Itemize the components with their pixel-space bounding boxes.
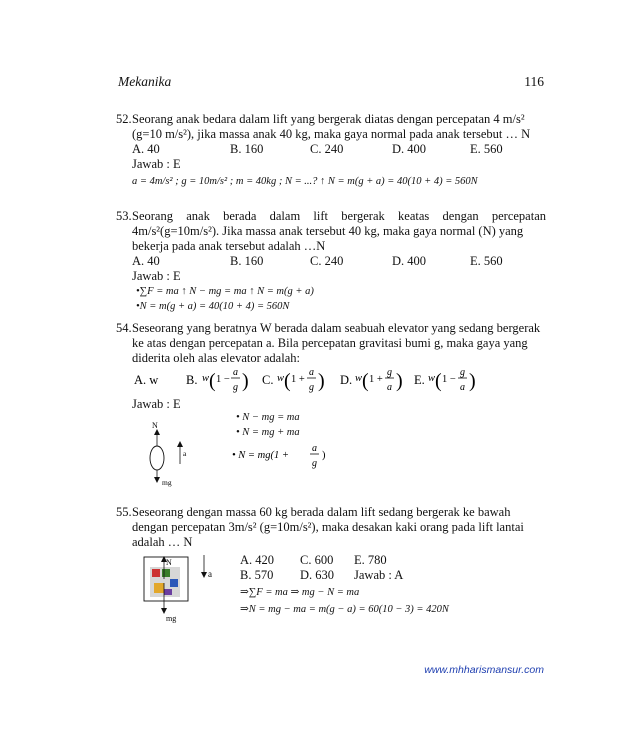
svg-text:): )	[322, 450, 326, 461]
question-text: (g=10 m/s²), jika massa anak 40 kg, maka gaya normal pada anak tersebut … N	[132, 127, 531, 141]
free-body-diagram	[140, 418, 200, 490]
website-link[interactable]: www.mhharismansur.com	[424, 664, 544, 676]
question-text: Seorang anak berada dalam lift bergerak keatas dengan percepatan	[132, 209, 546, 223]
question-number: 52.	[116, 112, 132, 126]
svg-text:): )	[469, 370, 476, 392]
svg-text:(: (	[209, 370, 216, 392]
solution-line: ⇒∑F = ma ⇒ mg − N = ma	[240, 587, 360, 598]
option-c	[262, 367, 325, 393]
svg-text:1 +: 1 +	[369, 374, 383, 385]
arrow-head-icon	[154, 477, 160, 483]
question-number: 53.	[116, 209, 132, 223]
page-number: 116	[524, 74, 544, 89]
option-e	[414, 367, 476, 393]
svg-text:g: g	[460, 367, 465, 378]
answer: Jawab : E	[132, 397, 181, 411]
svg-text:a: a	[233, 367, 238, 378]
svg-text:a: a	[387, 382, 392, 393]
question-text: bekerja pada anak tersebut adalah …N	[132, 239, 326, 253]
option-d	[340, 367, 403, 393]
answer: Jawab : E	[132, 157, 181, 171]
option-e: E. 560	[470, 254, 503, 268]
svg-text:w: w	[355, 373, 363, 384]
svg-text:D.: D.	[340, 373, 353, 387]
answer: Jawab : A	[354, 568, 404, 582]
svg-text:): )	[242, 370, 249, 392]
svg-text:w: w	[428, 373, 436, 384]
chapter-title: Mekanika	[118, 74, 172, 89]
option-b: B. 160	[230, 254, 264, 268]
option-b: B. 160	[230, 142, 264, 156]
question-text: 4m/s²(g=10m/s²). Jika massa anak tersebut 40 kg, maka gaya normal (N) yang	[132, 224, 524, 238]
q55-options	[240, 553, 449, 617]
question-text: adalah … N	[132, 535, 193, 549]
svg-text:(: (	[284, 370, 291, 392]
svg-text:a: a	[309, 367, 314, 378]
option-c: C. 240	[310, 254, 344, 268]
normal-force-label: N	[166, 558, 172, 567]
svg-text:a: a	[312, 443, 317, 454]
option-b: B. 570	[240, 568, 274, 582]
svg-text:1 +: 1 +	[291, 374, 305, 385]
q54-options	[130, 364, 530, 396]
question-text: ke atas dengan percepatan a. Bila percepatan gravitasi bumi g, maka gaya yang	[132, 336, 528, 350]
svg-text:w: w	[277, 373, 285, 384]
normal-force-label: N	[152, 421, 158, 430]
solution-line: •N = m(g + a) = 40(10 + 4) = 560N	[136, 301, 290, 312]
lift-diagram	[142, 553, 232, 623]
option-d: D. 630	[300, 568, 335, 582]
option-e: E. 560	[470, 142, 503, 156]
solution-line: • N = mg + ma	[236, 427, 300, 438]
options-row	[132, 254, 546, 269]
arrow-head-icon	[201, 572, 207, 578]
solution-formula: a = 4m/s² ; g = 10m/s² ; m = 40kg ; N = ...? ↑ N = m(g + a) = 40(10 + 4) = 560N	[132, 176, 478, 187]
solution-line: ⇒N = mg − ma = m(g − a) = 60(10 − 3) = 420N	[240, 604, 449, 615]
option-a: A. w	[134, 373, 159, 387]
question-text: dengan percepatan 3m/s² (g=10m/s²), maka desakan kaki orang pada lift lantai	[132, 520, 524, 534]
svg-text:g: g	[309, 382, 314, 393]
solution-line: •∑F = ma ↑ N − mg = ma ↑ N = m(g + a)	[136, 286, 314, 297]
acceleration-label: a	[208, 569, 212, 579]
svg-text:1 −: 1 −	[442, 374, 456, 385]
options-row	[132, 142, 546, 157]
svg-text:• N = mg(1 +: • N = mg(1 +	[232, 450, 289, 461]
body-ellipse	[150, 446, 164, 470]
svg-text:g: g	[312, 458, 317, 469]
arrow-head-icon	[177, 441, 183, 447]
svg-text:C.: C.	[262, 373, 274, 387]
option-c: C. 600	[300, 553, 334, 567]
option-e: E. 780	[354, 553, 387, 567]
question-52	[116, 112, 546, 189]
svg-text:B.: B.	[186, 373, 198, 387]
svg-text:w: w	[202, 373, 210, 384]
question-number: 55.	[116, 505, 132, 519]
option-b	[186, 367, 249, 393]
solution-line	[232, 440, 372, 472]
svg-text:): )	[396, 370, 403, 392]
option-a: A. 40	[132, 254, 160, 268]
question-text: Seorang anak bedara dalam lift yang bergerak diatas dengan percepatan 4 m/s²	[132, 112, 525, 126]
svg-text:(: (	[362, 370, 369, 392]
svg-text:): )	[318, 370, 325, 392]
svg-text:1 −: 1 −	[216, 374, 230, 385]
solution-line: • N − mg = ma	[236, 412, 300, 423]
svg-text:g: g	[233, 382, 238, 393]
question-text: Seseorang dengan massa 60 kg berada dalam lift sedang bergerak ke bawah	[132, 505, 511, 519]
acceleration-label: a	[183, 449, 187, 458]
question-53	[116, 209, 546, 314]
option-a: A. 40	[132, 142, 160, 156]
answer: Jawab : E	[132, 269, 181, 283]
weight-label: mg	[162, 478, 172, 487]
question-text: diderita oleh alas elevator adalah:	[132, 351, 300, 365]
option-d: D. 400	[392, 254, 427, 268]
question-55	[116, 505, 546, 550]
question-text: Seseorang yang beratnya W berada dalam seabuah elevator yang sedang bergerak	[132, 321, 541, 335]
person-icon	[150, 567, 180, 597]
option-c: C. 240	[310, 142, 344, 156]
option-a: A. 420	[240, 553, 275, 567]
svg-text:(: (	[435, 370, 442, 392]
question-number: 54.	[116, 321, 132, 335]
weight-label: mg	[166, 614, 177, 623]
question-54	[116, 321, 546, 366]
svg-text:g: g	[387, 367, 392, 378]
svg-text:a: a	[460, 382, 465, 393]
option-d: D. 400	[392, 142, 427, 156]
svg-text:E.: E.	[414, 373, 425, 387]
